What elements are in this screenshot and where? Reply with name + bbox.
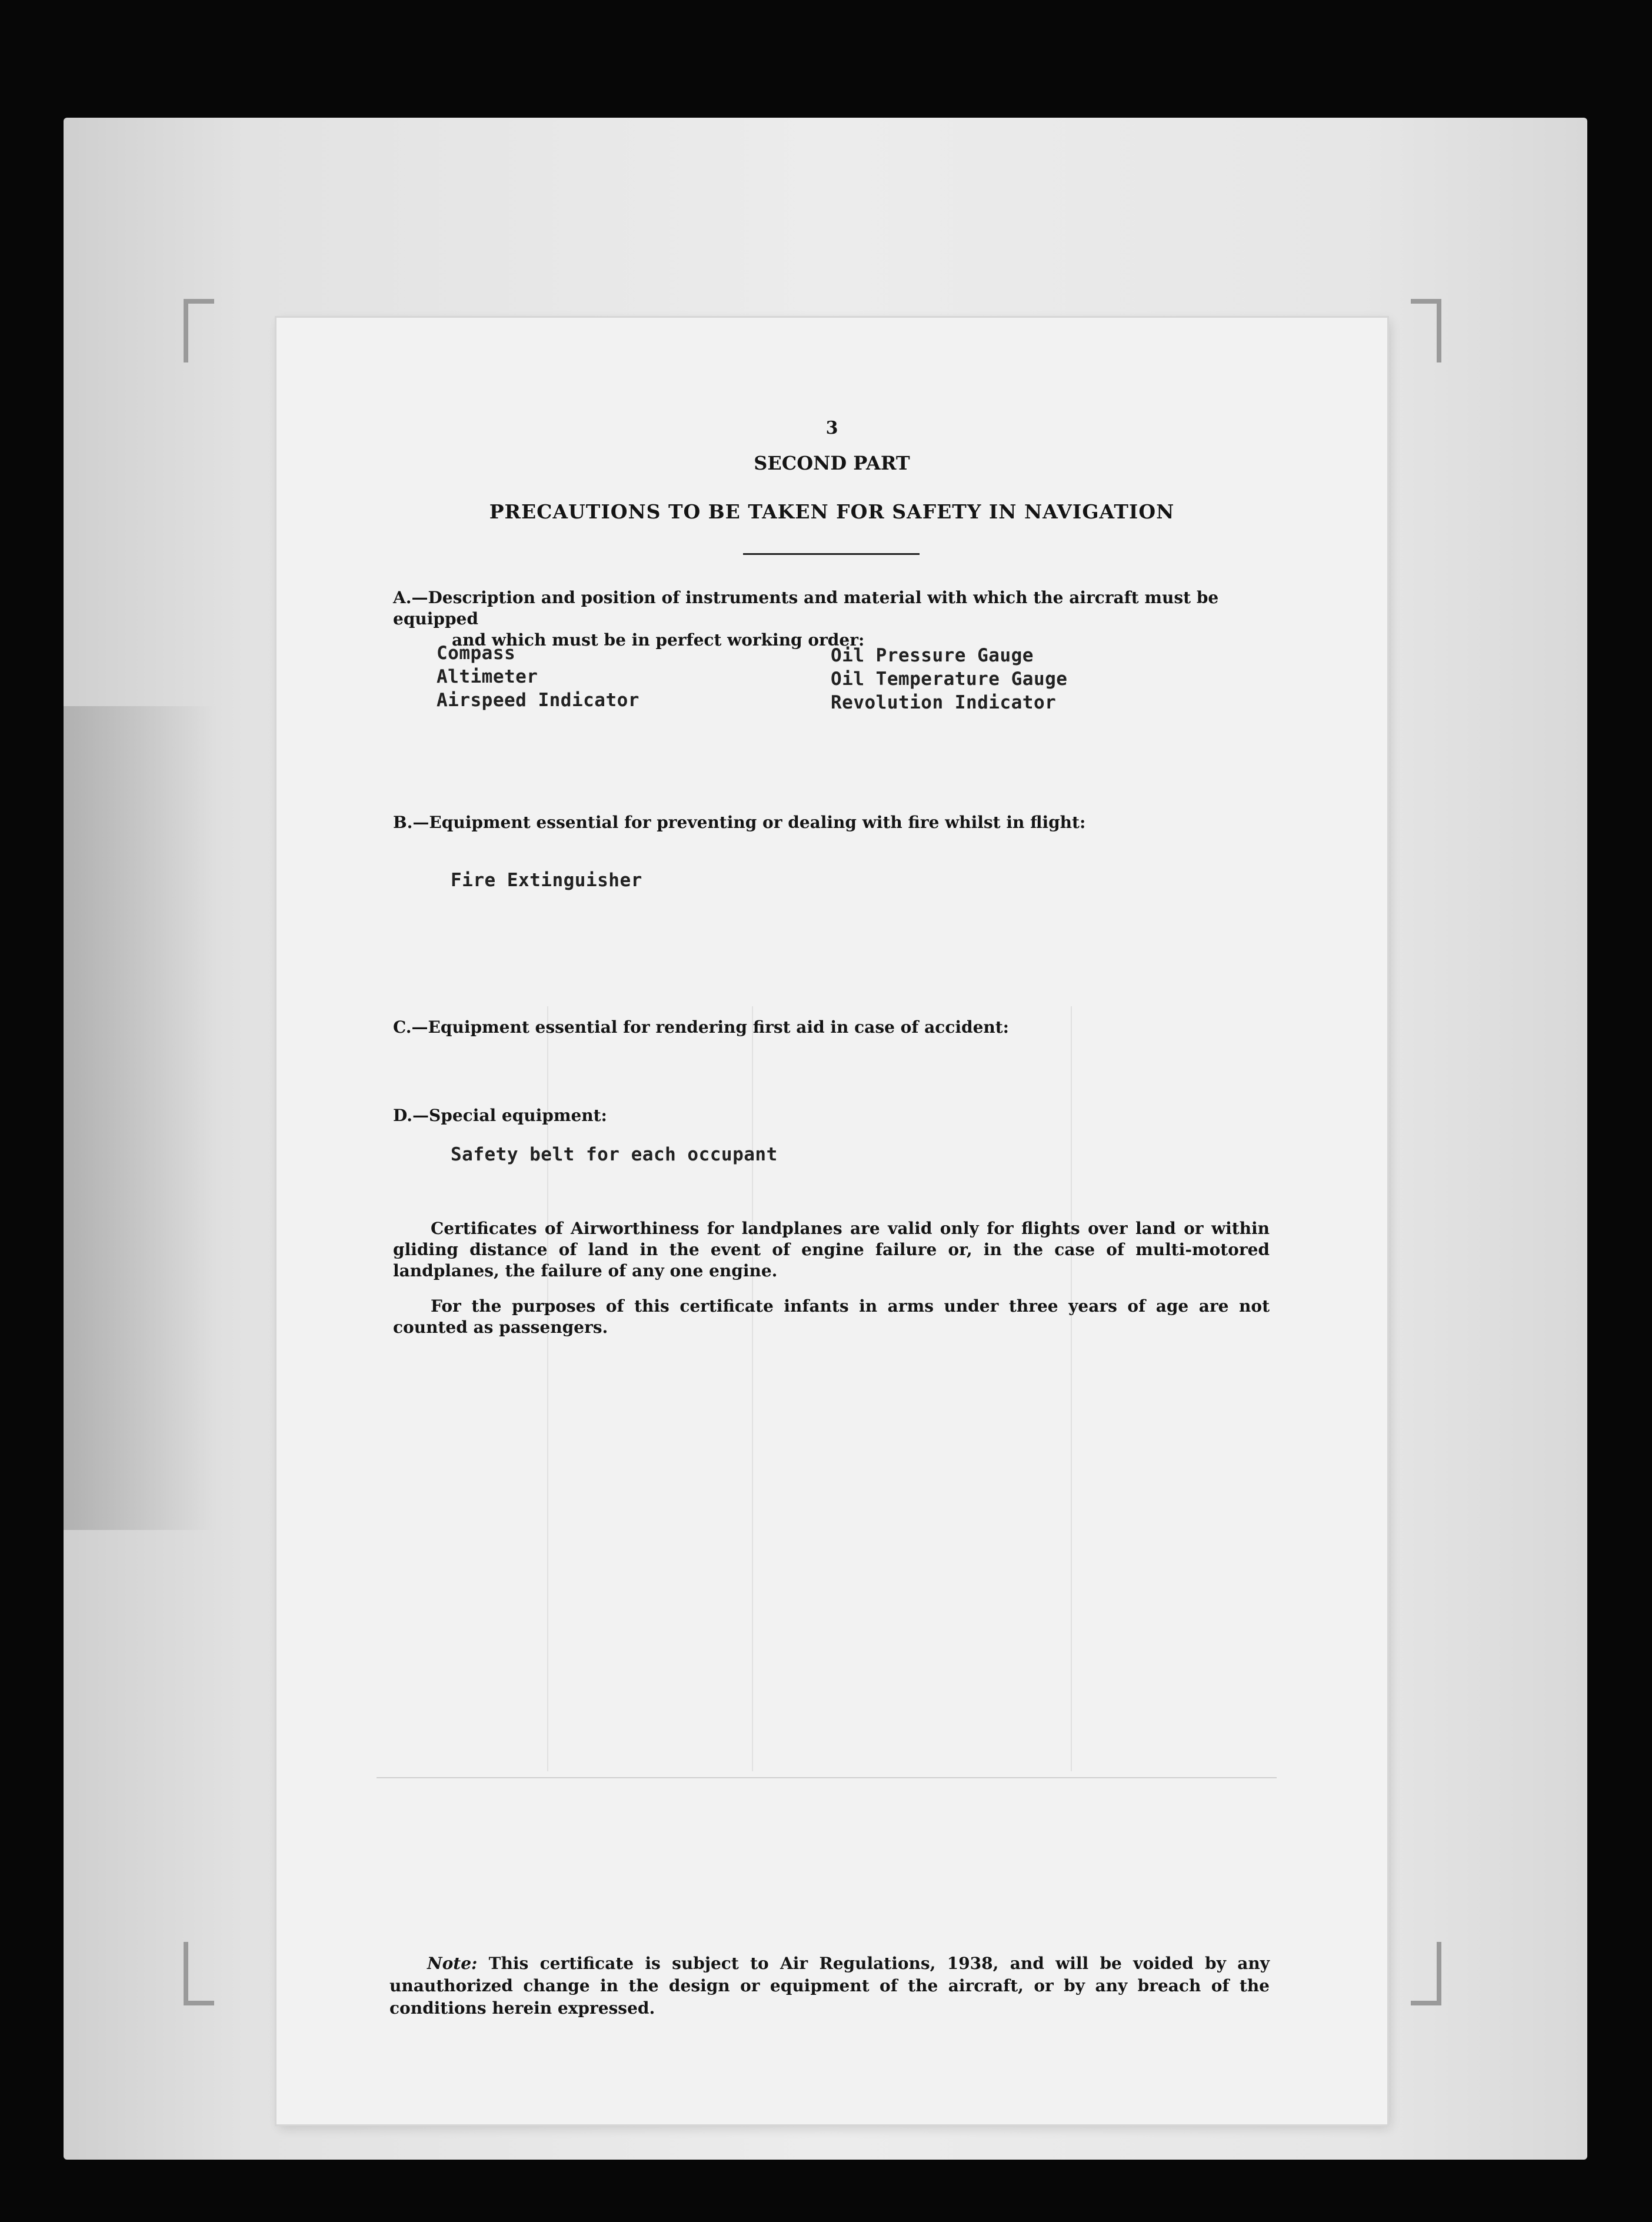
instrument-item: Revolution Indicator xyxy=(831,692,1057,713)
section-b-description: B.—Equipment essential for preventing or dealing with fire whilst in flight: xyxy=(393,813,1086,832)
part-title: SECOND PART xyxy=(754,452,910,474)
infants-paragraph: For the purposes of this certificate infants in arms under three years of age are not counted as passengers. xyxy=(393,1296,1270,1337)
instrument-list-left xyxy=(437,641,640,712)
fire-equipment-item: Fire Extinguisher xyxy=(451,870,642,891)
instrument-list-right xyxy=(831,644,1067,714)
document-page xyxy=(277,318,1387,2124)
special-equipment-item: Safety belt for each occupant xyxy=(451,1144,778,1165)
page-number: 3 xyxy=(825,418,838,438)
main-heading: PRECAUTIONS TO BE TAKEN FOR SAFETY IN NAVIGATION xyxy=(489,500,1175,523)
section-d-description: D.—Special equipment: xyxy=(393,1106,607,1125)
instrument-item: Altimeter xyxy=(437,666,538,687)
crop-mark-bottom-left xyxy=(184,1942,214,2005)
section-a-line1: A.—Description and position of instruments and material with which the aircraft must be equipped xyxy=(393,588,1219,628)
instrument-item: Oil Pressure Gauge xyxy=(831,645,1034,666)
crop-mark-top-right xyxy=(1411,299,1441,362)
instrument-item: Oil Temperature Gauge xyxy=(831,668,1068,690)
section-a-line2: and which must be in perfect working order: xyxy=(452,630,865,650)
heading-rule xyxy=(743,553,920,555)
airworthiness-paragraph: Certificates of Airworthiness for landplanes are valid only for flights over land or within gliding distance of land in the event of engine failure or, in the case of multi-motored landplanes, the failure of any one engine. xyxy=(393,1219,1270,1280)
note-text: This certificate is subject to Air Regulations, 1938, and will be voided by any unauthorized change in the design or equipment of the aircraft, or by any breach of the conditions herein expressed. xyxy=(389,1954,1270,2018)
note-label: Note: xyxy=(427,1954,478,1973)
show-through-rule xyxy=(377,1777,1277,1778)
crop-mark-top-left xyxy=(184,299,214,362)
regulation-note xyxy=(389,1952,1270,2020)
instrument-item: Airspeed Indicator xyxy=(437,690,640,711)
section-c-description: C.—Equipment essential for rendering first aid in case of accident: xyxy=(393,1017,1010,1037)
instrument-item: Compass xyxy=(437,643,516,664)
crop-mark-bottom-right xyxy=(1411,1942,1441,2005)
